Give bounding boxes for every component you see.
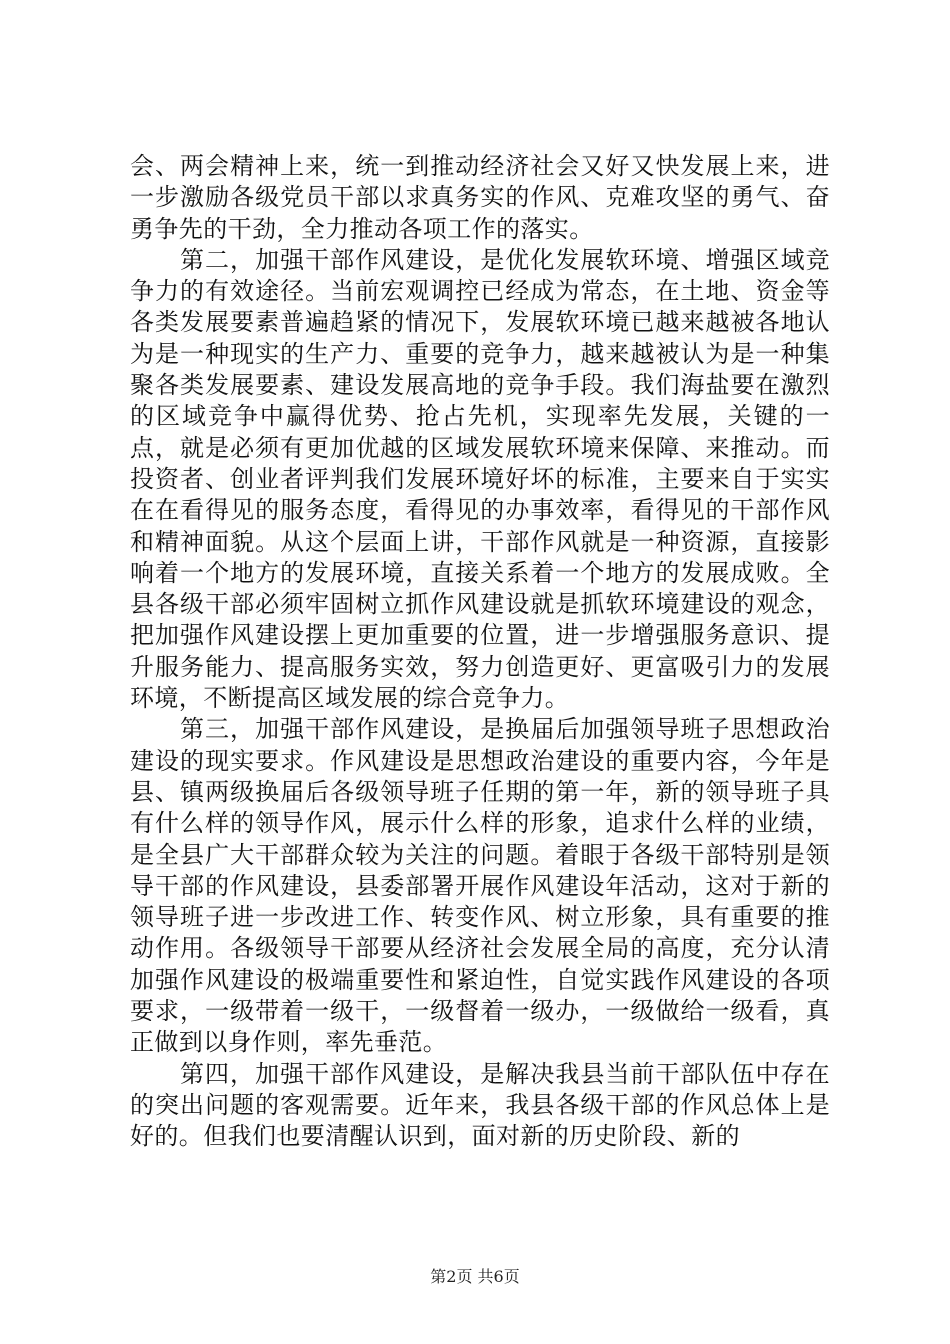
document-body	[130, 151, 830, 1153]
paragraph-continuation: 会、两会精神上来，统一到推动经济社会又好又快发展上来，进一步激励各级党员干部以求真务实的作风、克难攻坚的勇气、奋勇争先的干劲，全力推动各项工作的落实。	[130, 152, 830, 243]
paragraph-third-point: 第三，加强干部作风建设，是换届后加强领导班子思想政治建设的现实要求。作风建设是思想政治建设的重要内容，今年是县、镇两级换届后各级领导班子任期的第一年，新的领导班子具有什么样的领导作风，展示什么样的形象，追求什么样的业绩，是全县广大干部群众较为关注的问题。着眼于各级干部特别是领导干部的作风建设，县委部署开展作风建设年活动，这对于新的领导班子进一步改进工作、转变作风、树立形象，具有重要的推动作用。各级领导干部要从经济社会发展全局的高度，充分认清加强作风建设的极端重要性和紧迫性，自觉实践作风建设的各项要求，一级带着一级干，一级督着一级办，一级做给一级看，真正做到以身作则，率先垂范。	[130, 715, 830, 1057]
page-number-footer: 第2页 共6页	[430, 1267, 520, 1286]
paragraph-second-point: 第二，加强干部作风建设，是优化发展软环境、增强区域竞争力的有效途径。当前宏观调控已经成为常态，在土地、资金等各类发展要素普遍趋紧的情况下，发展软环境已越来越被各地认为是一种现实的生产力、重要的竞争力，越来越被认为是一种集聚各类发展要素、建设发展高地的竞争手段。我们海盐要在激烈的区域竞争中赢得优势、抢占先机，实现率先发展，关键的一点，就是必须有更加优越的区域发展软环境来保障、来推动。而投资者、创业者评判我们发展环境好坏的标准，主要来自于实实在在看得见的服务态度，看得见的办事效率，看得见的干部作风和精神面貌。从这个层面上讲，干部作风就是一种资源，直接影响着一个地方的发展环境，直接关系着一个地方的发展成败。全县各级干部必须牢固树立抓作风建设就是抓软环境建设的观念，把加强作风建设摆上更加重要的位置，进一步增强服务意识、提升服务能力、提高服务实效，努力创造更好、更富吸引力的发展环境，不断提高区域发展的综合竞争力。	[130, 245, 830, 713]
paragraph-fourth-point: 第四，加强干部作风建设，是解决我县当前干部队伍中存在的突出问题的客观需要。近年来，我县各级干部的作风总体上是好的。但我们也要清醒认识到，面对新的历史阶段、新的	[130, 1059, 830, 1151]
